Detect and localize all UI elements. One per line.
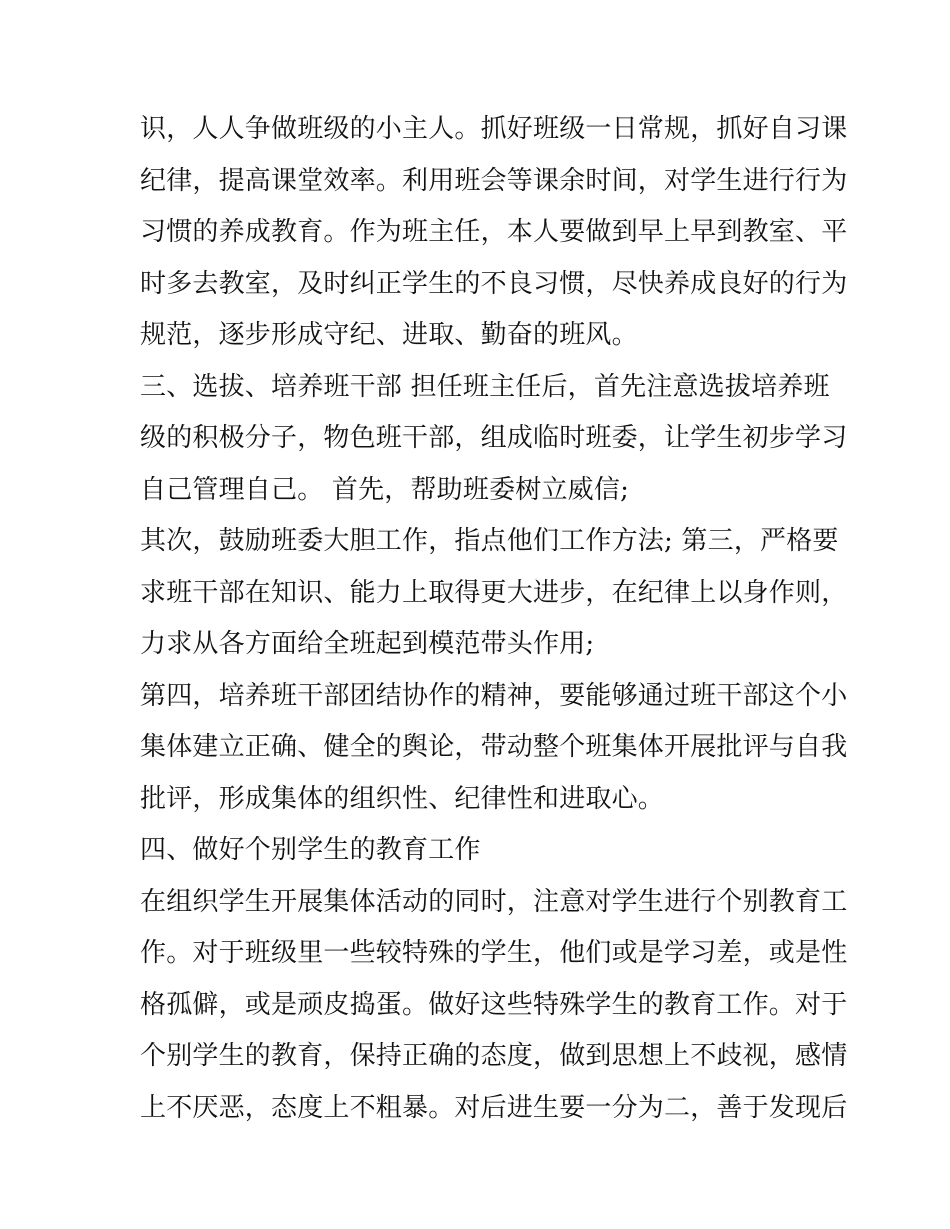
- text-line: 习惯的养成教育。作为班主任，本人要做到早上早到教室、平: [140, 217, 848, 247]
- text-line: 作。对于班级里一些较特殊的学生，他们或是学习差，或是性: [140, 938, 848, 968]
- text-line: 时多去教室，及时纠正学生的不良习惯，尽快养成良好的行为: [140, 268, 848, 299]
- text-line: 批评，形成集体的组织性、纪律性和进取心。: [140, 783, 665, 814]
- text-line: 求班干部在知识、能力上取得更大进步，在纪律上以身作则，: [140, 577, 848, 608]
- text-line: 级的积极分子，物色班干部，组成临时班委，让学生初步学习: [140, 423, 848, 453]
- text-line: 第四，培养班干部团结协作的精神，要能够通过班干部这个小: [140, 680, 848, 711]
- text-line: 其次，鼓励班委大胆工作，指点他们工作方法; 第三，严格要: [140, 526, 839, 556]
- section-heading-line: 三、选拔、培养班干部 担任班主任后，首先注意选拔培养班: [140, 371, 830, 402]
- text-line: 自己管理自己。 首先，帮助班委树立威信;: [140, 474, 630, 505]
- text-line: 在组织学生开展集体活动的同时，注意对学生进行个别教育工: [140, 886, 848, 917]
- text-line: 个别学生的教育，保持正确的态度，做到思想上不歧视，感情: [140, 1041, 848, 1071]
- text-line: 纪律，提高课堂效率。利用班会等课余时间，对学生进行行为: [140, 165, 848, 196]
- text-line: 识，人人争做班级的小主人。抓好班级一日常规，抓好自习课: [140, 114, 848, 144]
- body-text: [140, 104, 848, 1134]
- text-line: 力求从各方面给全班起到模范带头作用;: [140, 629, 595, 659]
- text-line: 规范，逐步形成守纪、进取、勤奋的班风。: [140, 320, 638, 350]
- text-line: 格孤僻，或是顽皮捣蛋。做好这些特殊学生的教育工作。对于: [140, 989, 848, 1020]
- text-line: 上不厌恶，态度上不粗暴。对后进生要一分为二，善于发现后: [140, 1092, 848, 1123]
- section-heading: 四、做好个别学生的教育工作: [140, 835, 481, 865]
- text-line: 集体建立正确、健全的舆论，带动整个班集体开展批评与自我: [140, 732, 848, 762]
